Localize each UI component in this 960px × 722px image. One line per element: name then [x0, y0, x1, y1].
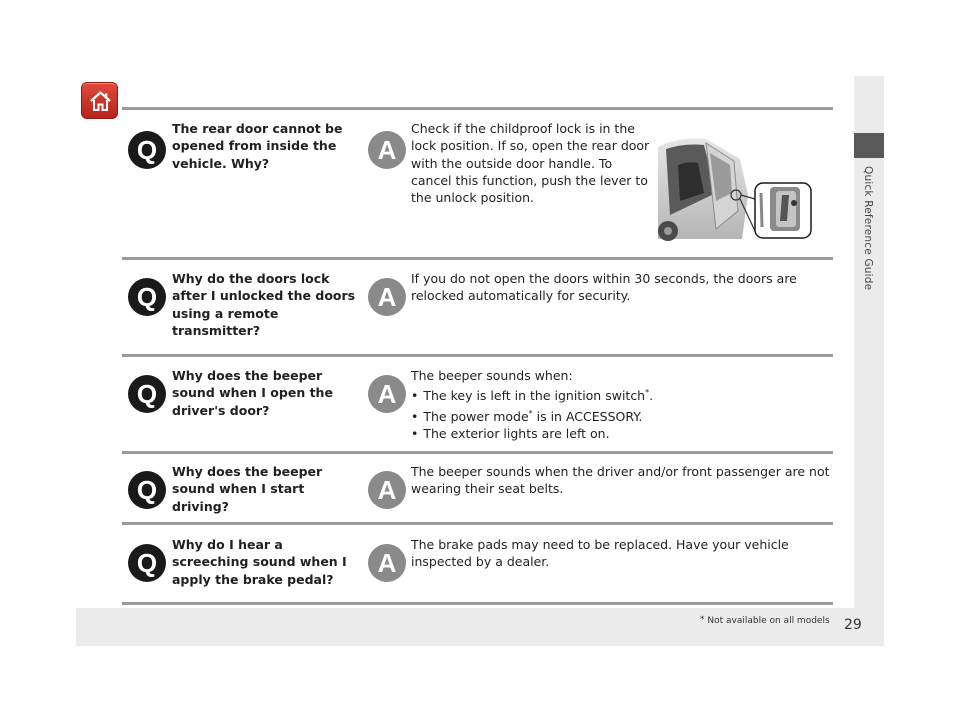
- question-badge-icon: [127, 374, 167, 414]
- home-icon: [88, 89, 113, 114]
- svg-text:Q: Q: [136, 548, 158, 578]
- svg-text:A: A: [377, 548, 397, 578]
- svg-text:A: A: [377, 282, 397, 312]
- answer-text: The brake pads may need to be replaced. Have your vehicle inspected by a dealer.: [411, 537, 789, 570]
- childproof-lock-illustration: [658, 135, 813, 241]
- question-text: Why do I hear a screeching sound when I apply the brake pedal?: [172, 537, 347, 587]
- divider: [122, 257, 833, 260]
- answer-text: Check if the childproof lock is in the lock position. If so, open the rear door with the outside door handle. To cancel this function, push the lever to the unlock position.: [411, 121, 650, 206]
- svg-text:A: A: [377, 379, 397, 409]
- bullet-item: • The key is left in the ignition switch*.: [411, 384, 831, 404]
- answer-badge-icon: [367, 470, 407, 510]
- svg-text:Q: Q: [136, 475, 158, 505]
- question-text: The rear door cannot be opened from inside the vehicle. Why?: [172, 121, 343, 171]
- question-badge-icon: [127, 543, 167, 583]
- svg-text:Q: Q: [136, 379, 158, 409]
- section-label: Quick Reference Guide: [862, 166, 874, 291]
- qa-item: [122, 536, 833, 600]
- answer-badge-icon: [367, 543, 407, 583]
- bullet-item: • The exterior lights are left on.: [411, 425, 831, 442]
- divider: [122, 107, 833, 110]
- svg-text:A: A: [377, 135, 397, 165]
- svg-text:Q: Q: [136, 282, 158, 312]
- section-tab[interactable]: [854, 133, 884, 158]
- divider: [122, 522, 833, 525]
- question-badge-icon: [127, 277, 167, 317]
- home-button[interactable]: [81, 82, 118, 119]
- footnote: * Not available on all models: [700, 615, 830, 626]
- svg-text:A: A: [377, 475, 397, 505]
- answer-badge-icon: [367, 374, 407, 414]
- answer-block: [411, 367, 831, 443]
- question-badge-icon: [127, 470, 167, 510]
- qa-item: [122, 367, 833, 447]
- svg-text:Q: Q: [136, 135, 158, 165]
- answer-intro: The beeper sounds when:: [411, 368, 573, 383]
- answer-badge-icon: [367, 277, 407, 317]
- answer-text: If you do not open the doors within 30 seconds, the doors are relocked automatically for security.: [411, 271, 797, 304]
- question-text: Why does the beeper sound when I start driving?: [172, 464, 323, 514]
- answer-bullets: [411, 384, 831, 442]
- qa-item: [122, 463, 833, 518]
- page-number: 29: [844, 617, 862, 633]
- question-text: Why do the doors lock after I unlocked the doors using a remote transmitter?: [172, 271, 356, 338]
- answer-badge-icon: [367, 130, 407, 170]
- qa-item: [122, 270, 833, 350]
- bullet-item: • The power mode* is in ACCESSORY.: [411, 405, 831, 425]
- answer-text: The beeper sounds when the driver and/or front passenger are not wearing their seat belts.: [411, 464, 830, 497]
- divider: [122, 602, 833, 605]
- question-badge-icon: [127, 130, 167, 170]
- divider: [122, 354, 833, 357]
- divider: [122, 451, 833, 454]
- question-text: Why does the beeper sound when I open the driver's door?: [172, 368, 333, 418]
